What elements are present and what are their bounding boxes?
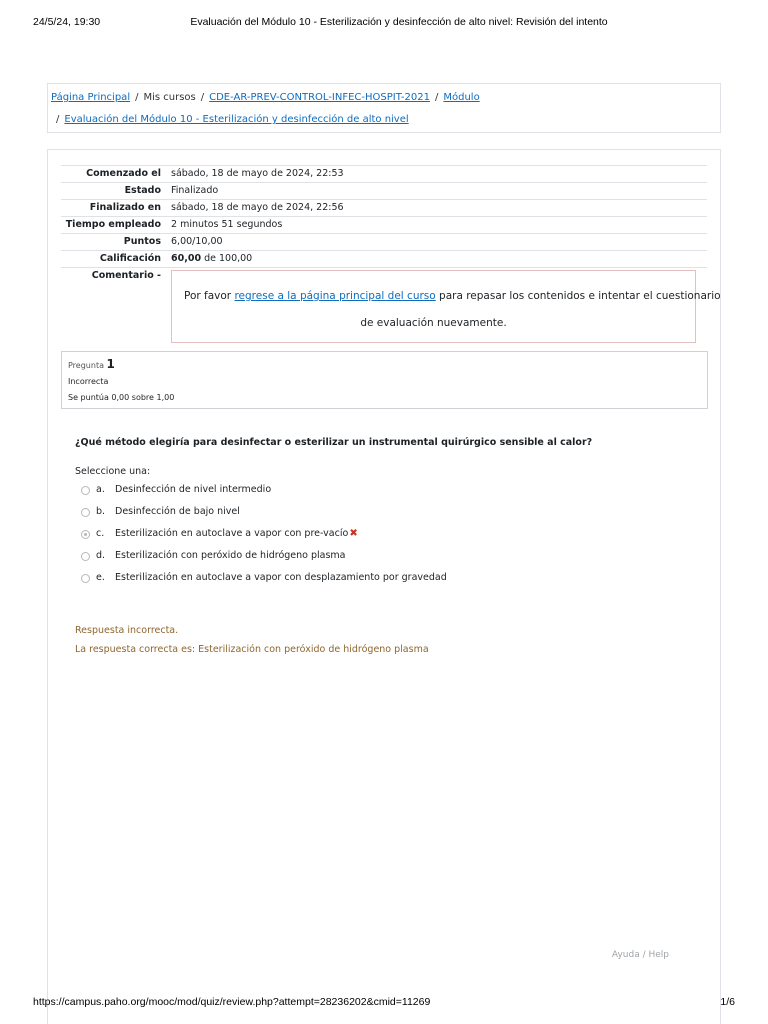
breadcrumb-line-1 <box>51 92 480 103</box>
option-letter: c. <box>96 528 105 539</box>
breadcrumb-module-link[interactable]: Módulo <box>443 92 480 103</box>
breadcrumb-separator: / <box>200 92 205 103</box>
answer-prompt: Seleccione una: <box>75 466 151 477</box>
print-footer <box>33 996 735 1010</box>
option-letter: a. <box>96 484 105 495</box>
summary-row-finished <box>61 199 707 216</box>
comment-line-1 <box>184 290 721 302</box>
help-link[interactable]: Ayuda / Help <box>611 950 669 960</box>
course-home-link[interactable]: regrese a la página principal del curso <box>234 290 436 302</box>
print-url: https://campus.paho.org/mooc/mod/quiz/review.php?attempt=28236202&cmid=11269 <box>33 996 431 1008</box>
breadcrumb-quiz-link[interactable]: Evaluación del Módulo 10 - Esterilización y desinfección de alto nivel <box>64 114 409 125</box>
comment-text: Por favor <box>184 290 235 302</box>
breadcrumb-home-link[interactable]: Página Principal <box>51 92 131 103</box>
feedback-comment-box <box>171 270 721 343</box>
question-info-box <box>61 351 708 409</box>
radio-button[interactable] <box>81 508 90 517</box>
breadcrumb-separator: / <box>435 92 439 103</box>
summary-row-started <box>61 165 707 182</box>
breadcrumb-line-2 <box>56 114 409 125</box>
summary-label: Comentario - <box>91 270 161 281</box>
option-text: Desinfección de nivel intermedio <box>115 484 272 495</box>
print-date: 24/5/24, 19:30 <box>33 16 101 28</box>
option-letter: b. <box>96 506 106 517</box>
close-icon: ✖ <box>349 528 358 539</box>
summary-row-points <box>61 233 707 250</box>
summary-label: Calificación <box>99 253 161 264</box>
grade-max: de 100,00 <box>201 253 253 264</box>
feedback-correct-answer: La respuesta correcta es: Esterilización con peróxido de hidrógeno plasma <box>75 644 429 655</box>
question-number <box>68 357 115 371</box>
summary-value: Finalizado <box>171 185 219 196</box>
option-letter: d. <box>96 550 106 561</box>
print-page-number: 1/6 <box>720 996 735 1008</box>
summary-value: 2 minutos 51 segundos <box>171 219 283 230</box>
option-letter: e. <box>96 572 105 583</box>
summary-row-comment <box>61 267 721 355</box>
summary-value: sábado, 18 de mayo de 2024, 22:56 <box>171 202 344 213</box>
question-state: Incorrecta <box>68 377 109 386</box>
question-grade: Se puntúa 0,00 sobre 1,00 <box>68 393 175 402</box>
option-text: Desinfección de bajo nivel <box>115 506 240 517</box>
summary-label: Puntos <box>123 236 161 247</box>
radio-button[interactable] <box>81 574 90 583</box>
option-text-label: Esterilización en autoclave a vapor con pre-vacío <box>115 528 349 539</box>
question-text: ¿Qué método elegiría para desinfectar o esterilizar un instrumental quirúrgico sensible al calor? <box>75 437 593 448</box>
grade-value: 60,00 <box>171 253 202 264</box>
summary-value: sábado, 18 de mayo de 2024, 22:53 <box>171 168 344 179</box>
breadcrumb-my-courses: Mis cursos <box>143 92 196 103</box>
summary-label: Comenzado el <box>86 168 161 179</box>
summary-label: Finalizado en <box>89 202 161 213</box>
attempt-summary-table <box>61 165 721 355</box>
breadcrumb <box>47 83 721 133</box>
breadcrumb-course-link[interactable]: CDE-AR-PREV-CONTROL-INFEC-HOSPIT-2021 <box>209 92 430 103</box>
option-text: Esterilización con peróxido de hidrógeno plasma <box>115 550 346 561</box>
radio-button[interactable] <box>81 552 90 561</box>
comment-line-2: de evaluación nuevamente. <box>360 317 507 329</box>
summary-label: Estado <box>124 185 161 196</box>
summary-row-state <box>61 182 707 199</box>
radio-button[interactable] <box>81 486 90 495</box>
summary-label: Tiempo empleado <box>65 219 161 230</box>
print-header <box>33 16 735 30</box>
print-title: Evaluación del Módulo 10 - Esterilización y desinfección de alto nivel: Revisión del intento <box>190 16 608 28</box>
breadcrumb-separator: / <box>135 92 139 103</box>
breadcrumb-separator: / <box>56 114 60 125</box>
summary-value <box>171 253 252 264</box>
quiz-review-region <box>47 149 721 1024</box>
summary-row-time <box>61 216 707 233</box>
comment-text: para repasar los contenidos e intentar el cuestionario <box>435 290 721 302</box>
question-number-value: 1 <box>106 357 115 371</box>
question-label: Pregunta <box>68 361 107 370</box>
summary-row-grade <box>61 250 707 267</box>
feedback-incorrect: Respuesta incorrecta. <box>75 625 179 636</box>
option-text: Esterilización en autoclave a vapor con desplazamiento por gravedad <box>115 572 447 583</box>
summary-value: 6,00/10,00 <box>171 236 223 247</box>
radio-button-selected[interactable] <box>81 530 90 539</box>
option-text <box>115 528 358 539</box>
